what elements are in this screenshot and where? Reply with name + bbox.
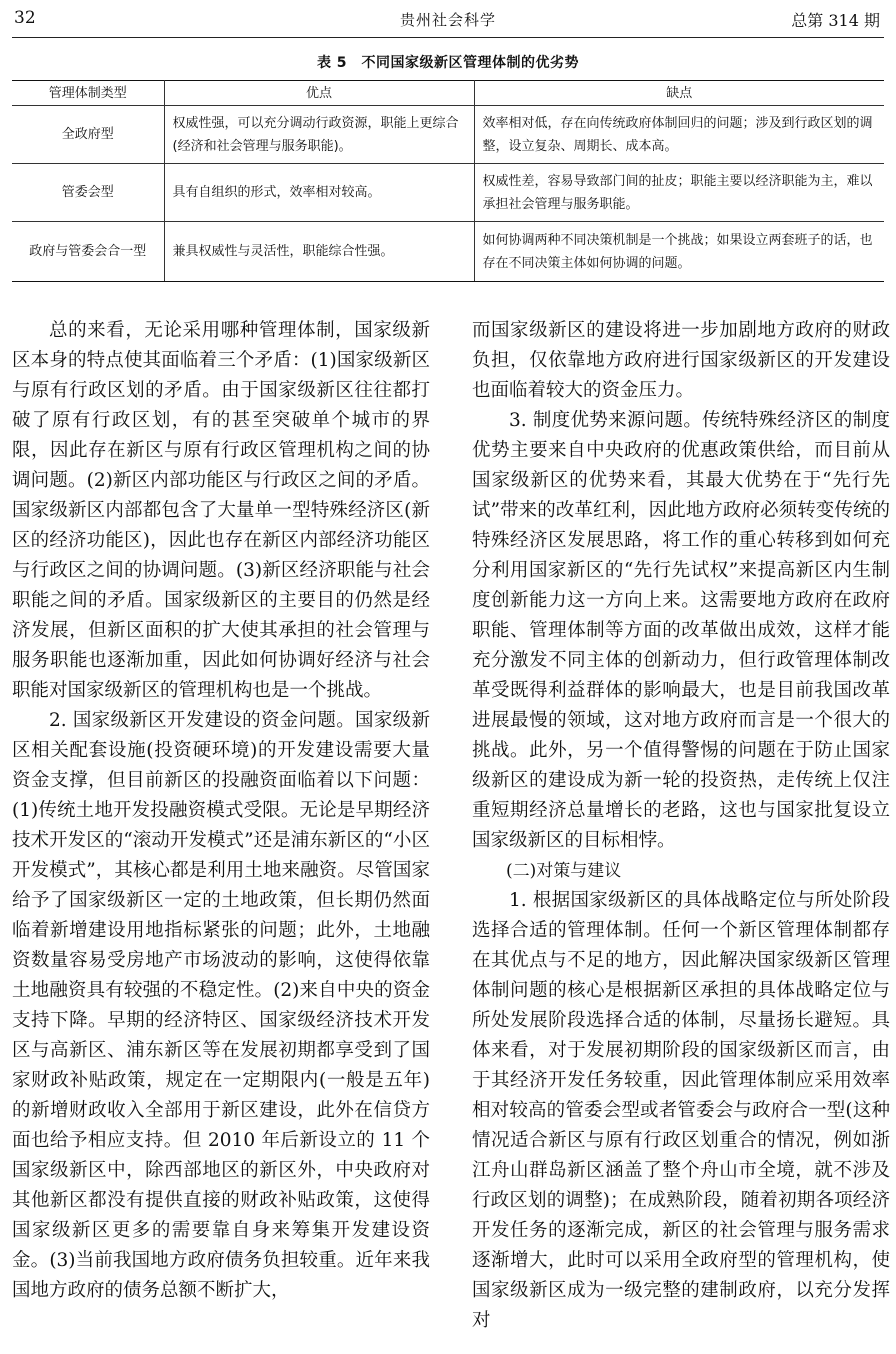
running-header — [0, 0, 896, 38]
table-row — [12, 164, 884, 222]
issue-number: 总第 314 期 — [791, 11, 880, 30]
table-header-row — [12, 81, 884, 106]
cons-cell: 效率相对低，存在向传统政府体制回归的问题；涉及到行政区划的调整，设立复杂、周期长、成本高。 — [474, 106, 884, 164]
column-header: 管理体制类型 — [12, 81, 164, 106]
system-type-cell: 全政府型 — [12, 106, 164, 164]
table-caption: 表 5 不同国家级新区管理体制的优劣势 — [316, 55, 580, 71]
cons-cell: 权威性差，容易导致部门间的扯皮；职能主要以经济职能为主，难以承担社会管理与服务职能。 — [474, 164, 884, 222]
section-heading: (二)对策与建议 — [506, 861, 622, 881]
table-row — [12, 222, 884, 282]
pros-cell: 权威性强，可以充分调动行政资源，职能上更综合(经济和社会管理与服务职能)。 — [164, 106, 474, 164]
header-rule — [12, 37, 884, 38]
system-type-cell: 管委会型 — [12, 164, 164, 222]
table-row — [12, 106, 884, 164]
right-column — [472, 316, 890, 1336]
column-header: 缺点 — [474, 81, 884, 106]
body-paragraph: 3. 制度优势来源问题。传统特殊经济区的制度优势主要来自中央政府的优惠政策供给，而目前从国家级新区的优势来看，其最大优势在于“先行先试”带来的改革红利，因此地方政府必须转变传统的特殊经济区发展思路，将工作的重心转移到如何充分利用国家新区的“先行先试权”来提高新区内生制度创新能力这一方向上来。这需要地方政府在政府职能、管理体制等方面的改革做出成效，这样才能充分激发不同主体的创新动力，但行政管理体制改革受既得利益群体的影响最大，也是目前我国改革进展最慢的领域，这对地方政府而言是一个很大的挑战。此外，另一个值得警惕的问题在于防止国家级新区的建设成为新一轮的投资热，走传统上仅注重短期经济总量增长的老路，这也与国家批复设立国家级新区的目标相悖。 — [472, 410, 890, 851]
body-paragraph: 而国家级新区的建设将进一步加剧地方政府的财政负担，仅依靠地方政府进行国家级新区的开发建设也面临着较大的资金压力。 — [472, 320, 890, 401]
system-type-cell: 政府与管委会合一型 — [12, 222, 164, 282]
body-paragraph: 总的来看，无论采用哪种管理体制，国家级新区本身的特点使其面临着三个矛盾：(1)国家级新区与原有行政区划的矛盾。由于国家级新区往往都打破了原有行政区划，有的甚至突破单个城市的界限，因此存在新区与原有行政区管理机构之间的协调问题。(2)新区内部功能区与行政区之间的矛盾。国家级新区内部都包含了大量单一型特殊经济区(新区的经济功能区)，因此也存在新区内部经济功能区与行政区之间的协调问题。(3)新区经济职能与社会职能之间的矛盾。国家级新区的主要目的仍然是经济发展，但新区面积的扩大使其承担的社会管理与服务职能也逐渐加重，因此如何协调好经济与社会职能对国家级新区的管理机构也是一个挑战。 — [12, 320, 430, 701]
journal-title: 贵州社会科学 — [399, 11, 496, 29]
page-number: 32 — [14, 8, 36, 28]
pros-cell: 具有自组织的形式，效率相对较高。 — [164, 164, 474, 222]
body-paragraph: 1. 根据国家级新区的具体战略定位与所处阶段选择合适的管理体制。任何一个新区管理体制都存在其优点与不足的地方，因此解决国家级新区管理体制问题的核心是根据新区承担的具体战略定位与所处发展阶段选择合适的体制，尽量扬长避短。具体来看，对于发展初期阶段的国家级新区而言，由于其经济开发任务较重，因此管理体制应采用效率相对较高的管委会型或者管委会与政府合一型(这种情况适合新区与原有行政区划重合的情况，例如浙江舟山群岛新区涵盖了整个舟山市全境，就不涉及行政区划的调整)；在成熟阶段，随着初期各项经济开发任务的逐渐完成，新区的社会管理与服务需求逐渐增大，此时可以采用全政府型的管理机构，使国家级新区成为一级完整的建制政府，以充分发挥对 — [472, 890, 890, 1331]
body-paragraph: 2. 国家级新区开发建设的资金问题。国家级新区相关配套设施(投资硬环境)的开发建设需要大量资金支撑，但目前新区的投融资面临着以下问题：(1)传统土地开发投融资模式受限。无论是早期经济技术开发区的“滚动开发模式”还是浦东新区的“小区开发模式”，其核心都是利用土地来融资。尽管国家给予了国家级新区一定的土地政策，但长期仍然面临着新增建设用地指标紧张的问题；此外，土地融资数量容易受房地产市场波动的影响，这使得依靠土地融资具有较强的不稳定性。(2)来自中央的资金支持下降。早期的经济特区、国家级经济技术开发区与高新区、浦东新区等在发展初期都享受到了国家财政补贴政策，规定在一定期限内(一般是五年)的新增财政收入全部用于新区建设，此外在信贷方面也给予相应支持。但 2010 年后新设立的 11 个国家级新区中，除西部地区的新区外，中央政府对其他新区都没有提供直接的财政补贴政策，这使得国家级新区更多的需要靠自身来筹集开发建设资金。(3)当前我国地方政府债务负担较重。近年来我国地方政府的债务总额不断扩大， — [12, 710, 430, 1301]
left-column — [12, 316, 430, 1306]
column-header: 优点 — [164, 81, 474, 106]
pros-cell: 兼具权威性与灵活性，职能综合性强。 — [164, 222, 474, 282]
cons-cell: 如何协调两种不同决策机制是一个挑战；如果设立两套班子的话，也存在不同决策主体如何协调的问题。 — [474, 222, 884, 282]
comparison-table — [12, 80, 884, 282]
